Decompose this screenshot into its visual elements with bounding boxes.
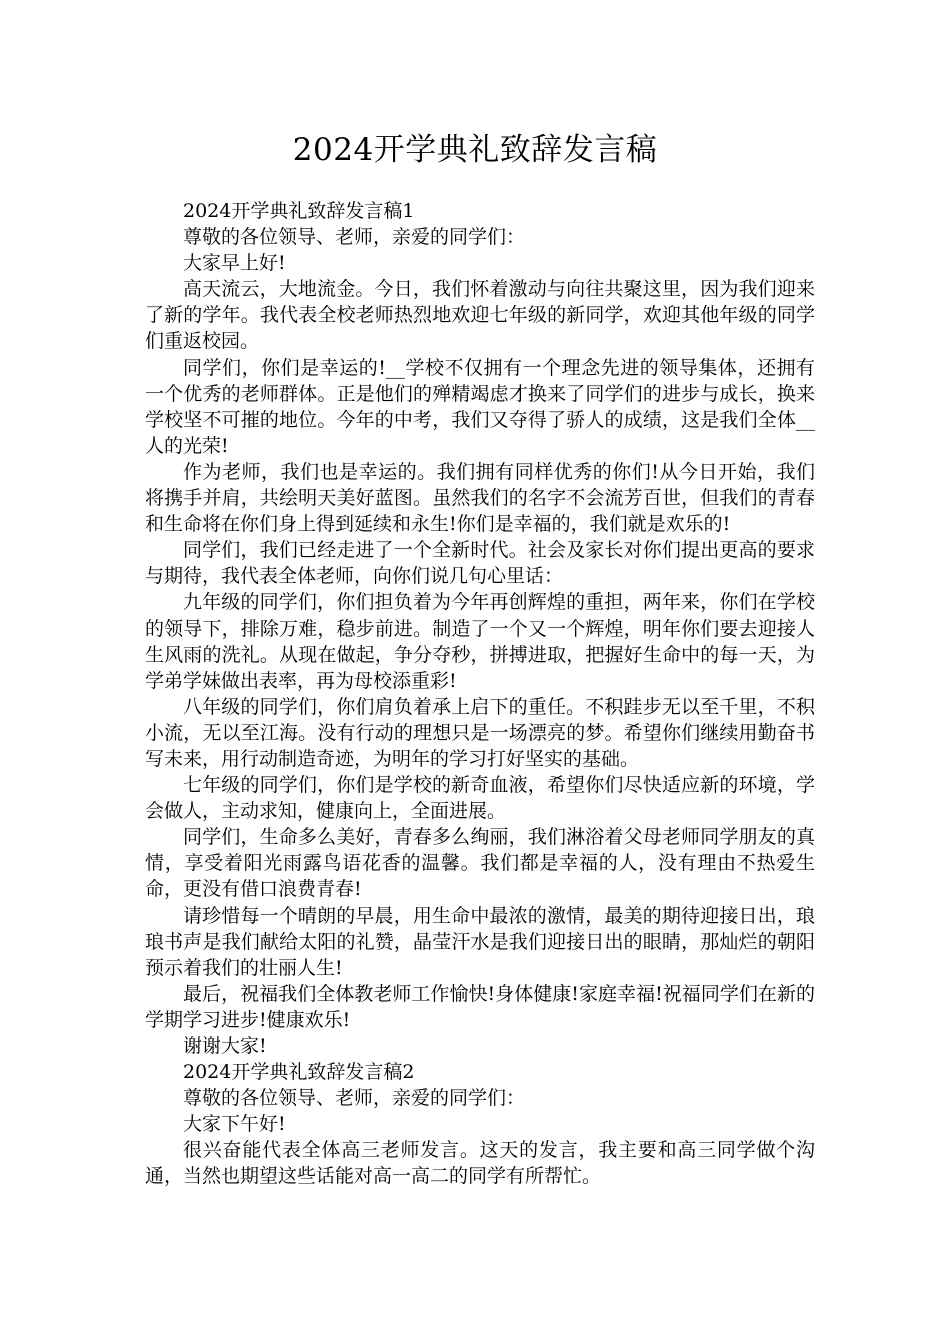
paragraph: 七年级的同学们，你们是学校的新奇血液，希望你们尽快适应新的环境，学会做人，主动求知，健康向上，全面进展。 — [145, 774, 815, 823]
document-body — [145, 198, 815, 1190]
document-title: 2024开学典礼致辞发言稿 — [292, 132, 658, 168]
section-heading: 2024开学典礼致辞发言稿2 — [183, 1061, 415, 1084]
paragraph: 作为老师，我们也是幸运的。我们拥有同样优秀的你们!从今日开始，我们将携手并肩，共绘明天美好蓝图。虽然我们的名字不会流芳百世，但我们的青春和生命将在你们身上得到延续和永生!你们是幸福的，我们就是欢乐的! — [145, 460, 815, 536]
salutation: 尊敬的各位领导、老师，亲爱的同学们： — [183, 1087, 526, 1110]
greeting: 大家下午好! — [183, 1113, 286, 1136]
paragraph: 最后，祝福我们全体教老师工作愉快!身体健康!家庭幸福!祝福同学们在新的学期学习进步!健康欢乐! — [145, 982, 815, 1031]
paragraph: 很兴奋能代表全体高三老师发言。这天的发言，我主要和高三同学做个沟通，当然也期望这些话能对高一高二的同学有所帮忙。 — [145, 1139, 815, 1188]
paragraph: 高天流云，大地流金。今日，我们怀着激动与向往共聚这里，因为我们迎来了新的学年。我代表全校老师热烈地欢迎七年级的新同学，欢迎其他年级的同学们重返校园。 — [145, 278, 815, 353]
paragraph: 同学们，你们是幸运的!__学校不仅拥有一个理念先进的领导集体，还拥有一个优秀的老师群体。正是他们的殚精竭虑才换来了同学们的进步与成长，换来学校坚不可摧的地位。今年的中考，我们又夺得了骄人的成绩，这是我们全体__人的光荣! — [145, 356, 815, 457]
closing: 谢谢大家! — [183, 1035, 267, 1057]
section-heading: 2024开学典礼致辞发言稿1 — [183, 200, 415, 222]
paragraph: 同学们，我们已经走进了一个全新时代。社会及家长对你们提出更高的要求与期待，我代表全体老师，向你们说几句心里话： — [145, 539, 815, 588]
paragraph: 请珍惜每一个晴朗的早晨，用生命中最浓的激情，最美的期待迎接日出，琅琅书声是我们献给太阳的礼赞，晶莹汗水是我们迎接日出的眼睛，那灿烂的朝阳预示着我们的壮丽人生! — [145, 904, 815, 979]
paragraph: 八年级的同学们，你们肩负着承上启下的重任。不积跬步无以至千里，不积小流，无以至江海。没有行动的理想只是一场漂亮的梦。希望你们继续用勤奋书写未来，用行动制造奇迹，为明年的学习打好坚实的基础。 — [145, 695, 815, 770]
paragraph: 同学们，生命多么美好，青春多么绚丽，我们淋浴着父母老师同学朋友的真情，享受着阳光雨露鸟语花香的温馨。我们都是幸福的人，没有理由不热爱生命，更没有借口浪费青春! — [145, 826, 815, 901]
salutation: 尊敬的各位领导、老师，亲爱的同学们： — [183, 226, 526, 249]
paragraph: 九年级的同学们，你们担负着为今年再创辉煌的重担，两年来，你们在学校的领导下，排除万难，稳步前进。制造了一个又一个辉煌，明年你们要去迎接人生风雨的洗礼。从现在做起，争分夺秒，拼搏进取，把握好生命中的每一天，为学弟学妹做出表率，再为母校添重彩! — [145, 591, 815, 692]
greeting: 大家早上好! — [183, 252, 286, 275]
